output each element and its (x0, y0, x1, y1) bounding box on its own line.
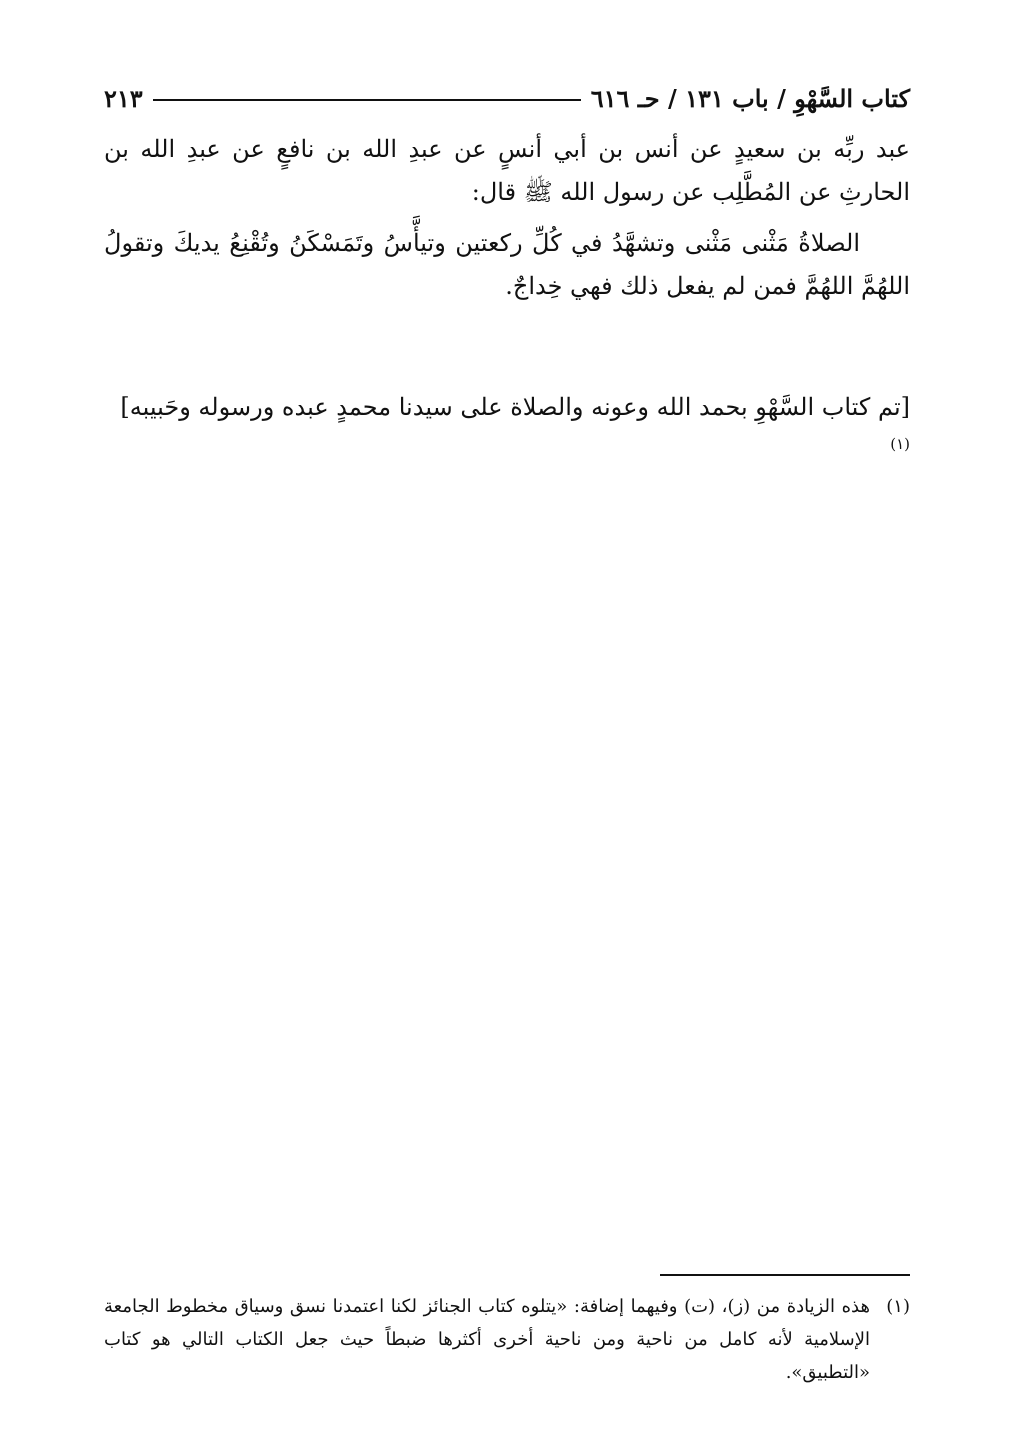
footnote-item (104, 1290, 910, 1389)
hadith-paragraph: الصلاةُ مَثْنى مَثْنى وتشهَّدُ في كُلِّ ركعتين وتيأَّسُ وتَمَسْكَنُ وتُقْنِعُ يديكَ وتقولُ اللهُمَّ اللهُمَّ فمن لم يفعل ذلك فهي خِداجٌ. (104, 229, 910, 300)
running-header (104, 78, 910, 118)
footnote-separator (660, 1274, 910, 1276)
isnad-paragraph: عبد ربِّه بن سعيدٍ عن أنس بن أبي أنسٍ عن عبدِ الله بن نافعٍ عن عبدِ الله بن الحارثِ عن المُطَّلِب عن رسول الله ﷺ قال: (104, 135, 911, 206)
footnote-marker: (١) (886, 1296, 910, 1317)
footnotes (104, 1290, 910, 1389)
footnote-reference: (١) (890, 435, 910, 453)
footnote-text: هذه الزيادة من (ز)، (ت) وفيهما إضافة: «يتلوه كتاب الجنائز لكنا اعتمدنا نسق وسياق مخطوط الجامعة الإسلامية لأنه كامل من ناحية ومن ناحية أخرى أكثرها ضبطاً حيث جعل الكتاب التالي هو كتاب «التطبيق». (104, 1296, 870, 1383)
running-title: كتاب السَّهْوِ / باب ١٣١ / حـ ٦١٦ (590, 83, 910, 113)
closing-text: [تم كتاب السَّهْوِ بحمد الله وعونه والصلاة على سيدنا محمدٍ عبده ورسوله وحَبيبه] (120, 393, 910, 421)
main-text (104, 128, 910, 308)
page-number: ٢١٣ (104, 83, 143, 113)
closing-statement (104, 386, 910, 472)
header-rule (153, 99, 581, 101)
